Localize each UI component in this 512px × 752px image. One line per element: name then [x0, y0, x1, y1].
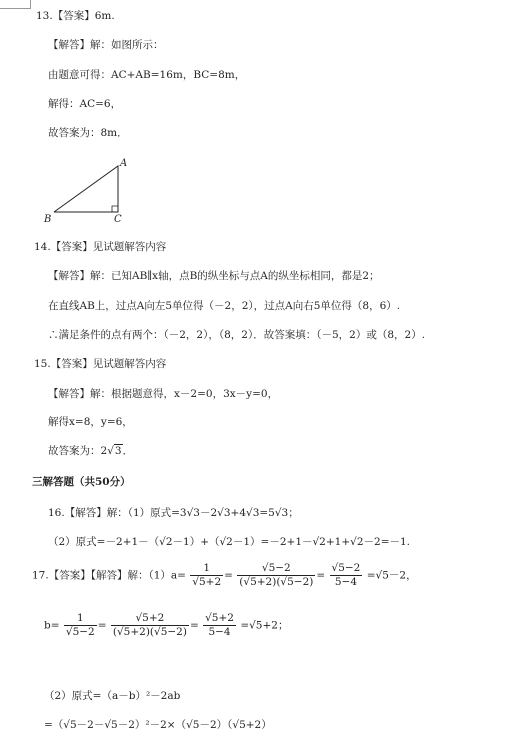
q17-b-frac1: $\frac{1}{√5-2}$: [65, 612, 95, 638]
q15-line3-prefix: 故答案为：2: [48, 445, 108, 457]
q15-answer: 15.【答案】见试题解答内容: [34, 358, 167, 370]
q15-line1: 【解答】解：根据题意得，x－2=0，3x－y=0，: [48, 388, 279, 400]
q17-b-frac3: $\frac{√5+2}{5-4}$: [205, 612, 234, 638]
label-a: A: [120, 158, 128, 169]
sqrt-sign: √: [107, 445, 114, 457]
q15-line2: 解得x=8，y=6，: [48, 416, 133, 428]
label-b: B: [44, 214, 52, 225]
q14-line2: 在直线AB上，过点A向左5单位得（－2，2），过点A向右5单位得（8，6）.: [48, 300, 401, 312]
q17-a-line: 17.【答案】【解答】解：（1）a= $\frac{1}{√5+2}$ = $\frac{√5-2}{(√5+2)(√5-2)}$ = $\frac{√5-2}{5-4}$ =√5－2，: [32, 562, 417, 588]
q16-line1: 16.【解答】解：（1）原式=3√3－2√3+4√3=5√3；: [48, 507, 299, 519]
q13-answer: 13.【答案】6m.: [36, 10, 115, 22]
q14-answer: 14.【答案】见试题解答内容: [34, 241, 167, 253]
q14-line1: 【解答】解：已知AB∥x轴，点B的纵坐标与点A的纵坐标相同，都是2；: [48, 270, 380, 282]
label-c: C: [114, 214, 122, 225]
q15-radicand: 3: [114, 445, 122, 457]
right-angle-mark: [112, 206, 118, 212]
triangle-edges: [54, 166, 118, 212]
q17-b-prefix: b=: [44, 619, 60, 632]
q17-a-frac1: $\frac{1}{√5+2}$: [192, 562, 222, 588]
q13-line3: 故答案为：8m．: [48, 127, 128, 139]
q17-b-frac2: $\frac{√5+2}{(√5+2)(√5-2)}$: [112, 612, 187, 638]
q17-b-line: b= $\frac{1}{√5-2}$ = $\frac{√5+2}{(√5+2)(√5-2)}$ = $\frac{√5+2}{5-4}$ =√5+2；: [44, 612, 289, 638]
q17-part2-line1: （2）原式=（a－b）²－2ab: [44, 690, 181, 702]
q15-line3-suffix: ．: [122, 445, 134, 457]
q13-line2: 解得：AC=6，: [48, 98, 122, 110]
q15-line3: [48, 444, 133, 458]
section-title: 三解答题（共50分）: [32, 476, 131, 488]
q16-line2: （2）原式=－2+1－（√2－1）+（√2－1）=－2+1－√2+1+√2－2=－1.: [48, 536, 411, 548]
q17-a-prefix: 17.【答案】【解答】解：（1）a=: [32, 569, 186, 582]
q17-part2-line2: =（√5－2－√5－2）²－2×（√5－2）（√5+2）: [44, 719, 272, 731]
q17-a-tail: =√5－2，: [366, 569, 417, 582]
q13-analysis: 【解答】解：如图所示：: [48, 39, 164, 51]
q13-line1: 由题意可得：AC+AB=16m，BC=8m，: [48, 69, 246, 81]
q17-b-tail: =√5+2；: [240, 619, 289, 632]
q17-a-frac2: $\frac{√5-2}{(√5+2)(√5-2)}$: [239, 562, 314, 588]
q13-triangle-figure: [38, 152, 138, 226]
q17-a-frac3: $\frac{√5-2}{5-4}$: [331, 562, 361, 588]
page-corner-mark: [0, 0, 31, 9]
q14-line3: ∴满足条件的点有两个：（－2，2），（8，2）．故答案填：（－5，2）或（8，2）.: [48, 329, 426, 341]
